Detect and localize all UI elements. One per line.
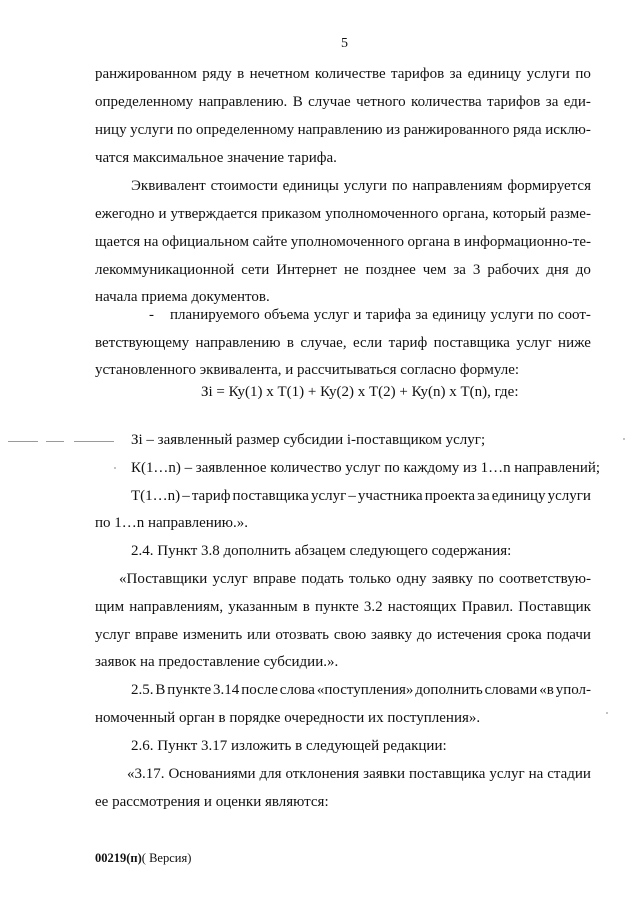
- text-line: установленного эквивалента, и рассчитываться согласно формуле:: [95, 362, 520, 378]
- word: «Поставщики: [119, 571, 208, 587]
- word: отклонения: [285, 766, 360, 782]
- word: дня: [546, 262, 569, 278]
- text-line: чатся максимальное значение тарифа.: [95, 150, 337, 166]
- text-line: [95, 93, 591, 111]
- text-line: 2.6. Пункт 3.17 изложить в следующей редакции:: [131, 738, 447, 754]
- word: поставщика: [433, 335, 510, 351]
- word: поставщика: [232, 488, 309, 504]
- word: направлению: [297, 122, 383, 138]
- word: уполномоченного: [325, 206, 439, 222]
- word: заявку: [431, 571, 473, 587]
- word: по: [478, 571, 494, 587]
- word: словами: [484, 682, 538, 698]
- word: за: [545, 94, 559, 110]
- word: направлениям: [412, 178, 503, 194]
- word: «в: [539, 682, 554, 698]
- word: единицу: [432, 307, 486, 323]
- word: сайте: [252, 234, 288, 250]
- word: ранжированного: [403, 122, 510, 138]
- word: приказом: [261, 206, 322, 222]
- word: направлению: [195, 335, 281, 351]
- word: ранжированном: [95, 66, 197, 82]
- word: еди-: [563, 94, 591, 110]
- word: Правил.: [461, 599, 514, 615]
- word: тарифов: [487, 94, 541, 110]
- word: случае: [308, 94, 351, 110]
- word: услуг: [313, 307, 349, 323]
- word: ниже: [558, 335, 591, 351]
- word: соответствую-: [499, 571, 591, 587]
- word: Поставщик: [518, 599, 591, 615]
- word: только: [349, 571, 392, 587]
- word: тариф: [388, 335, 428, 351]
- word: проекта: [424, 488, 476, 504]
- word: не: [344, 262, 359, 278]
- word: чем: [422, 262, 447, 278]
- word: услуг: [489, 766, 525, 782]
- word: за: [449, 66, 463, 82]
- word: количества: [411, 94, 482, 110]
- word: за: [453, 262, 466, 278]
- word: нечетном: [249, 66, 310, 82]
- list-dash: -: [149, 307, 154, 323]
- scan-artifact-line: [8, 441, 38, 442]
- scan-artifact-dot: [114, 467, 116, 469]
- document-version: ( Версия): [141, 851, 192, 865]
- word: лекоммуникационной: [95, 262, 235, 278]
- text-line: [131, 177, 591, 195]
- word: по: [176, 122, 193, 138]
- word: органа,: [442, 206, 489, 222]
- word: изменить: [182, 627, 243, 643]
- word: указанным: [228, 599, 298, 615]
- word: ницу: [95, 122, 127, 138]
- word: который: [492, 206, 546, 222]
- text-line: [95, 121, 591, 139]
- page-number: 5: [341, 36, 348, 51]
- scan-artifact-line: [46, 441, 64, 442]
- word: на: [143, 234, 159, 250]
- word: уполномоченного: [290, 234, 404, 250]
- word: отозвать: [275, 627, 329, 643]
- word: тарифов: [390, 66, 445, 82]
- word: за: [415, 307, 428, 323]
- word: услуг: [212, 571, 248, 587]
- word: единицу: [491, 488, 546, 504]
- document-footer: [95, 851, 191, 866]
- word: срока: [506, 627, 542, 643]
- word: в: [453, 234, 461, 250]
- word: В: [155, 682, 166, 698]
- word: услуги: [547, 488, 591, 504]
- word: если: [352, 335, 383, 351]
- text-line: начала приема документов.: [95, 289, 270, 305]
- word: до: [575, 262, 591, 278]
- word: истечения: [436, 627, 502, 643]
- word: тарифа: [365, 307, 412, 323]
- word: участника: [357, 488, 423, 504]
- text-line: [119, 570, 591, 588]
- text-line: [95, 233, 591, 251]
- word: в: [286, 335, 294, 351]
- scan-artifact-dot: [623, 438, 625, 440]
- word: 3: [472, 262, 481, 278]
- word: стоимости: [210, 178, 278, 194]
- word: из: [386, 122, 401, 138]
- word: слова: [279, 682, 315, 698]
- formula: Зi = Ку(1) х Т(1) + Ку(2) х Т(2) + Ку(n) х Т(n), где:: [201, 384, 519, 400]
- word: ветствующему: [95, 335, 190, 351]
- word: 3.14: [213, 682, 240, 698]
- word: разме-: [549, 206, 591, 222]
- text-line: Зi – заявленный размер субсидии i-поставщиком услуг;: [131, 432, 486, 448]
- word: пункте: [167, 682, 212, 698]
- word: щается: [95, 234, 141, 250]
- word: 3.2: [363, 599, 383, 615]
- word: соот-: [557, 307, 591, 323]
- document-code: 00219(п): [95, 851, 142, 865]
- text-line: [95, 205, 591, 223]
- word: для: [259, 766, 282, 782]
- word: услуг: [516, 335, 552, 351]
- word: щим: [95, 599, 125, 615]
- word: В: [292, 94, 303, 110]
- word: формируется: [507, 178, 591, 194]
- word: подать: [301, 571, 344, 587]
- text-line: [95, 65, 591, 83]
- word: по: [538, 307, 554, 323]
- word: упол-: [555, 682, 591, 698]
- text-line: номоченный орган в порядке очередности их поступления».: [95, 710, 481, 726]
- word: в: [302, 599, 310, 615]
- text-line: [127, 765, 591, 783]
- word: после: [241, 682, 278, 698]
- word: утверждается: [170, 206, 258, 222]
- word: Основаниями: [168, 766, 256, 782]
- word: единицы: [282, 178, 339, 194]
- word: вправе: [135, 627, 179, 643]
- word: тариф: [191, 488, 231, 504]
- text-line: 2.4. Пункт 3.8 дополнить абзацем следующего содержания:: [131, 543, 512, 559]
- word: рабочих: [487, 262, 540, 278]
- word: случае,: [300, 335, 347, 351]
- word: Интернет: [276, 262, 338, 278]
- word: исклю-: [545, 122, 591, 138]
- word: услуг: [310, 488, 347, 504]
- word: по: [575, 66, 591, 82]
- text-line: ее рассмотрения и оценки являются:: [95, 794, 329, 810]
- word: органа: [407, 234, 450, 250]
- word: свою: [333, 627, 367, 643]
- word: объема: [264, 307, 310, 323]
- word: и: [353, 307, 362, 323]
- word: официальном: [161, 234, 250, 250]
- word: «3.17.: [127, 766, 165, 782]
- word: на: [528, 766, 544, 782]
- text-line: [131, 487, 591, 505]
- word: настоящих: [387, 599, 457, 615]
- text-line: [131, 681, 591, 699]
- word: в: [237, 66, 245, 82]
- word: заявки: [363, 766, 406, 782]
- word: «поступления»: [316, 682, 414, 698]
- text-line: [95, 261, 591, 279]
- word: заявку: [370, 627, 413, 643]
- word: услуги: [343, 178, 388, 194]
- text-line: [95, 598, 591, 616]
- word: и: [158, 206, 167, 222]
- word: вправе: [253, 571, 297, 587]
- scan-artifact-dot: [606, 712, 608, 714]
- text-line: [170, 306, 591, 324]
- word: Эквивалент: [131, 178, 206, 194]
- word: стадии: [547, 766, 591, 782]
- text-line: [95, 334, 591, 352]
- word: дополнить: [415, 682, 483, 698]
- word: направлению.: [198, 94, 288, 110]
- word: четного: [356, 94, 406, 110]
- word: до: [416, 627, 433, 643]
- word: планируемого: [170, 307, 260, 323]
- word: или: [247, 627, 271, 643]
- word: ежегодно: [95, 206, 155, 222]
- word: услуги: [490, 307, 534, 323]
- word: количестве: [314, 66, 386, 82]
- word: информационно-те-: [464, 234, 591, 250]
- word: услуги: [130, 122, 174, 138]
- word: 2.5.: [131, 682, 154, 698]
- word: услуг: [95, 627, 131, 643]
- word: единицу: [467, 66, 522, 82]
- word: –: [348, 488, 356, 504]
- word: услуги: [526, 66, 570, 82]
- word: сети: [241, 262, 270, 278]
- word: пункте: [314, 599, 359, 615]
- word: направлениям,: [129, 599, 224, 615]
- word: позднее: [365, 262, 416, 278]
- word: определенному: [195, 122, 295, 138]
- word: ряду: [202, 66, 232, 82]
- word: за: [477, 488, 490, 504]
- text-line: по 1…n направлению.».: [95, 515, 248, 531]
- word: поставщика: [409, 766, 486, 782]
- word: по: [391, 178, 408, 194]
- word: Т(1…n): [131, 488, 181, 504]
- word: определенному: [95, 94, 194, 110]
- word: подачи: [546, 627, 591, 643]
- text-line: К(1…n) – заявленное количество услуг по каждому из 1…n направлений;: [131, 460, 600, 476]
- word: ряда: [513, 122, 542, 138]
- word: одну: [396, 571, 427, 587]
- text-line: [95, 626, 591, 644]
- scan-artifact-line: [74, 441, 114, 442]
- text-line: заявок на предоставление субсидии.».: [95, 654, 339, 670]
- word: –: [182, 488, 190, 504]
